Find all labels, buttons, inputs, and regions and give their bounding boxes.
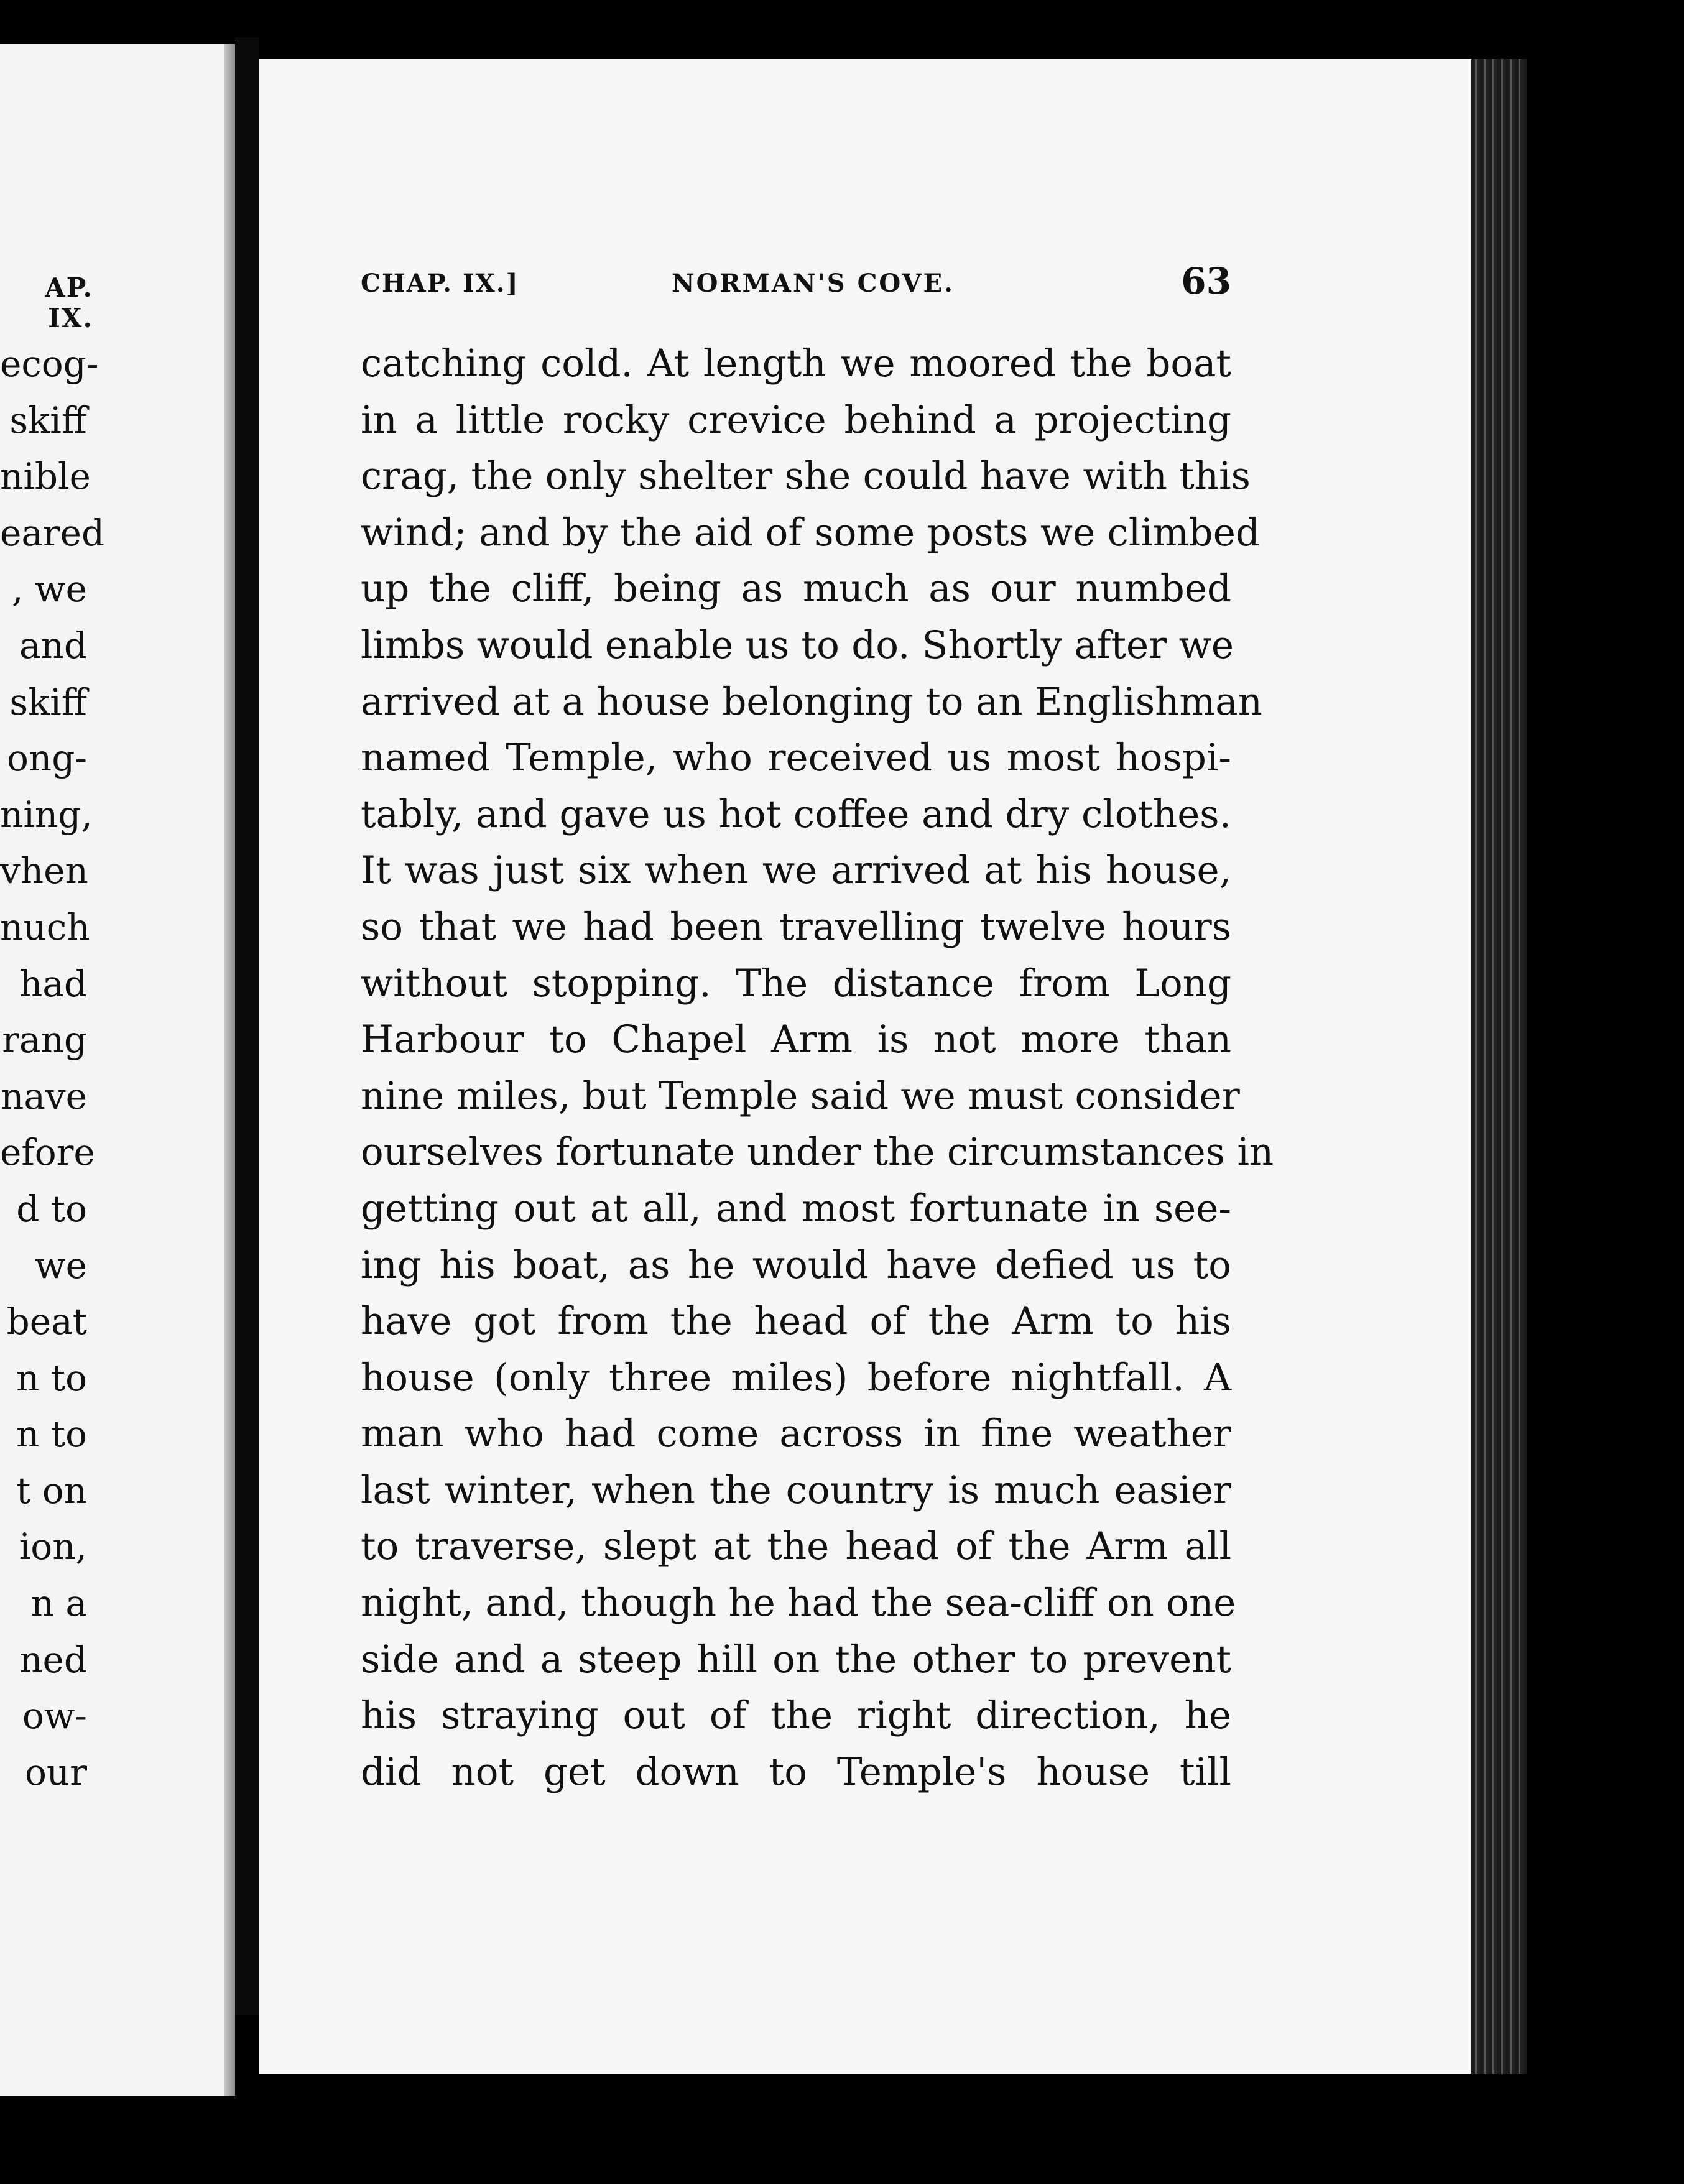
left-text-fragment: ow- (22, 1695, 87, 1737)
left-text-fragment: rang (2, 1019, 87, 1062)
text-line: tably, and gave us hot coffee and dry clothes. (361, 792, 1231, 836)
text-line: side and a steep hill on the other to prevent (361, 1637, 1231, 1682)
left-text-fragment: skiff (9, 399, 87, 442)
text-line: did not get down to Temple's house till (361, 1749, 1231, 1794)
text-line: last winter, when the country is much easier (361, 1468, 1231, 1512)
left-text-fragment: ion, (19, 1525, 87, 1568)
left-text-fragment: skiff (9, 680, 87, 723)
text-line: in a little rocky crevice behind a projecting (361, 397, 1231, 442)
left-text-fragment: nave (0, 1075, 87, 1117)
left-text-fragment: ong- (7, 737, 87, 780)
left-text-fragment: nible (0, 455, 91, 498)
book-binding (235, 37, 259, 2015)
text-line: his straying out of the right direction, he (361, 1693, 1231, 1738)
left-facing-page (0, 44, 224, 2096)
left-page-text-fragments (0, 336, 105, 1800)
left-text-fragment: vhen (0, 849, 88, 892)
left-text-fragment: nuch (0, 905, 90, 948)
left-text-fragment: n a (30, 1582, 87, 1625)
text-line: Harbour to Chapel Arm is not more than (361, 1017, 1231, 1062)
text-line: catching cold. At length we moored the boat (361, 341, 1231, 386)
left-text-fragment: we (35, 1244, 87, 1287)
page-edge (1471, 59, 1527, 2074)
left-text-fragment: , we (12, 568, 87, 611)
left-text-fragment: n to (16, 1356, 87, 1399)
text-line: wind; and by the aid of some posts we climbed (361, 510, 1260, 555)
text-line: limbs would enable us to do. Shortly after we (361, 622, 1234, 667)
text-line: up the cliff, being as much as our numbed (361, 567, 1231, 611)
left-text-fragment: and (19, 624, 87, 667)
left-text-fragment: n to (16, 1413, 87, 1456)
text-line: It was just six when we arrived at his house, (361, 848, 1231, 893)
text-line: night, and, though he had the sea-cliff on one (361, 1581, 1236, 1626)
left-text-fragment: had (19, 962, 87, 1005)
left-page-header-fragment: AP. IX. (45, 272, 93, 333)
text-line: to traverse, slept at the head of the Arm all (361, 1524, 1231, 1569)
text-line: getting out at all, and most fortunate in see- (361, 1186, 1231, 1231)
page-gutter (224, 44, 235, 2096)
left-text-fragment: ned (19, 1638, 87, 1681)
left-text-fragment: eared (0, 511, 105, 554)
left-text-fragment: ning, (0, 793, 93, 836)
left-text-fragment: ecog- (0, 343, 99, 385)
text-line: ourselves fortunate under the circumstances in (361, 1130, 1274, 1175)
text-line: named Temple, who received us most hospi- (361, 736, 1231, 780)
left-text-fragment: beat (6, 1300, 87, 1343)
left-text-fragment: our (25, 1751, 87, 1793)
text-line: so that we had been travelling twelve hours (361, 904, 1231, 949)
text-line: without stopping. The distance from Long (361, 961, 1231, 1006)
text-line: ing his boat, as he would have defied us to (361, 1242, 1231, 1287)
body-text (361, 336, 1274, 1800)
text-line: crag, the only shelter she could have with this (361, 454, 1251, 499)
chapter-label: CHAP. IX.] (361, 269, 519, 298)
left-text-fragment: d to (16, 1187, 87, 1230)
text-line: arrived at a house belonging to an Englishman (361, 679, 1262, 724)
text-line: man who had come across in fine weather (361, 1412, 1231, 1456)
page-number: 63 (1181, 260, 1231, 302)
text-line: nine miles, but Temple said we must consider (361, 1073, 1240, 1118)
running-header (361, 260, 1231, 310)
left-text-fragment: efore (0, 1131, 95, 1174)
running-title: NORMAN'S COVE. (672, 269, 955, 298)
left-text-fragment: t on (16, 1469, 87, 1512)
text-line: house (only three miles) before nightfall. A (361, 1355, 1231, 1400)
text-line: have got from the head of the Arm to his (361, 1299, 1231, 1344)
